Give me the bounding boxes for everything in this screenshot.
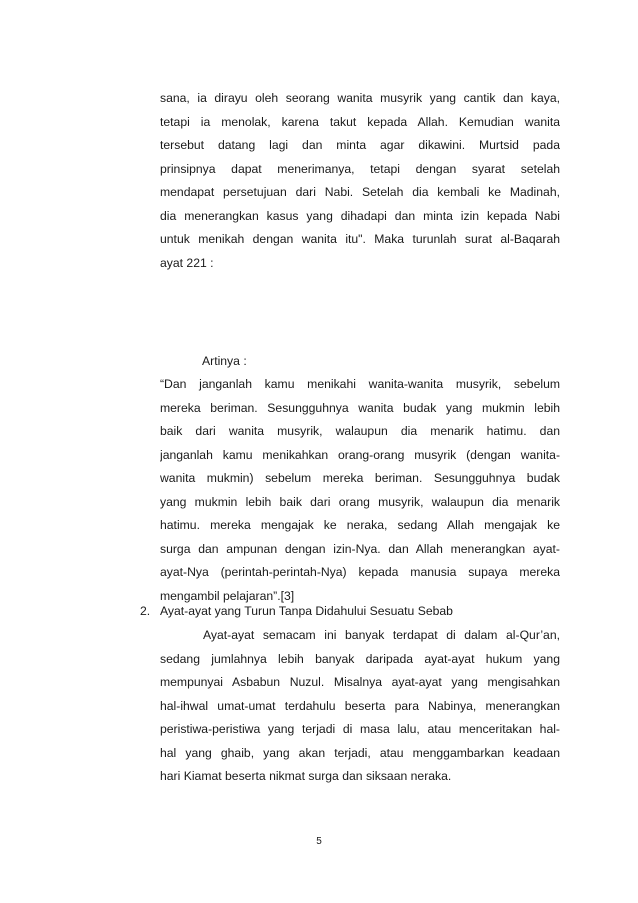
paragraph-line: untuk menikah dengan wanita itu". Maka turunlah surat al-Baqarah: [160, 232, 560, 246]
translation-line: ayat-Nya (perintah-perintah-Nya) kepada manusia supaya mereka: [160, 565, 560, 579]
section-line: Ayat-ayat semacam ini banyak terdapat di dalam al-Qur’an,: [203, 628, 560, 642]
section-line: hal-ihwal umat-umat terdahulu beserta para Nabinya, menerangkan: [160, 698, 560, 713]
section-line: hari Kiamat beserta nikmat surga dan siksaan neraka.: [160, 769, 452, 783]
section-line: sedang jumlahnya lebih banyak daripada ayat-ayat hukum yang: [160, 651, 560, 666]
translation-line: wanita mukmin) sebelum mereka beriman. Sesungguhnya budak: [160, 471, 560, 485]
section-line: hal yang ghaib, yang akan terjadi, atau menggambarkan keadaan: [160, 745, 560, 760]
translation-line: yang mukmin lebih baik dari orang musyrik, walaupun dia menarik: [160, 494, 560, 509]
section-line: mempunyai Asbabun Nuzul. Misalnya ayat-ayat yang mengisahkan: [160, 675, 560, 689]
section-2-body: [160, 624, 560, 789]
paragraph-1: [160, 87, 560, 275]
translation-line: janganlah kamu menikahkan orang-orang musyrik (dengan wanita-: [160, 447, 560, 462]
section-title: Ayat-ayat yang Turun Tanpa Didahului Sesuatu Sebab: [160, 604, 453, 618]
paragraph-line: dia menerangkan kasus yang dihadapi dan minta izin kepada Nabi: [160, 208, 560, 223]
page-number: 5: [316, 836, 322, 847]
section-line: peristiwa-peristiwa yang terjadi di masa lalu, atau menceritakan hal-: [160, 722, 560, 736]
paragraph-line: ayat 221 :: [160, 255, 214, 270]
translation-line: baik dari wanita musyrik, walaupun dia menarik hatimu. dan: [160, 424, 560, 438]
translation-line: mereka beriman. Sesungguhnya wanita budak yang mukmin lebih: [160, 400, 560, 415]
translation-quote: [160, 373, 560, 608]
paragraph-line: mendapat persetujuan dari Nabi. Setelah dia kembali ke Madinah,: [160, 185, 560, 199]
paragraph-line: prinsipnya dapat menerimanya, tetapi dengan syarat setelah: [160, 161, 560, 176]
section-heading: [140, 600, 560, 624]
paragraph-line: tersebut datang lagi dan minta agar dikawini. Murtsid pada: [160, 138, 560, 152]
translation-line: “Dan janganlah kamu menikahi wanita-wanita musyrik, sebelum: [160, 377, 560, 391]
paragraph-line: tetapi ia menolak, karena takut kepada Allah. Kemudian wanita: [160, 114, 560, 129]
artinya-label: Artinya :: [202, 354, 247, 368]
section-number: 2.: [140, 604, 151, 618]
paragraph-line: sana, ia dirayu oleh seorang wanita musyrik yang cantik dan kaya,: [160, 91, 560, 105]
translation-line: mengambil pelajaran”.[3]: [160, 588, 295, 603]
translation-line: hatimu. mereka mengajak ke neraka, sedang Allah mengajak ke: [160, 518, 560, 532]
translation-line: surga dan ampunan dengan izin-Nya. dan Allah menerangkan ayat-: [160, 541, 560, 556]
